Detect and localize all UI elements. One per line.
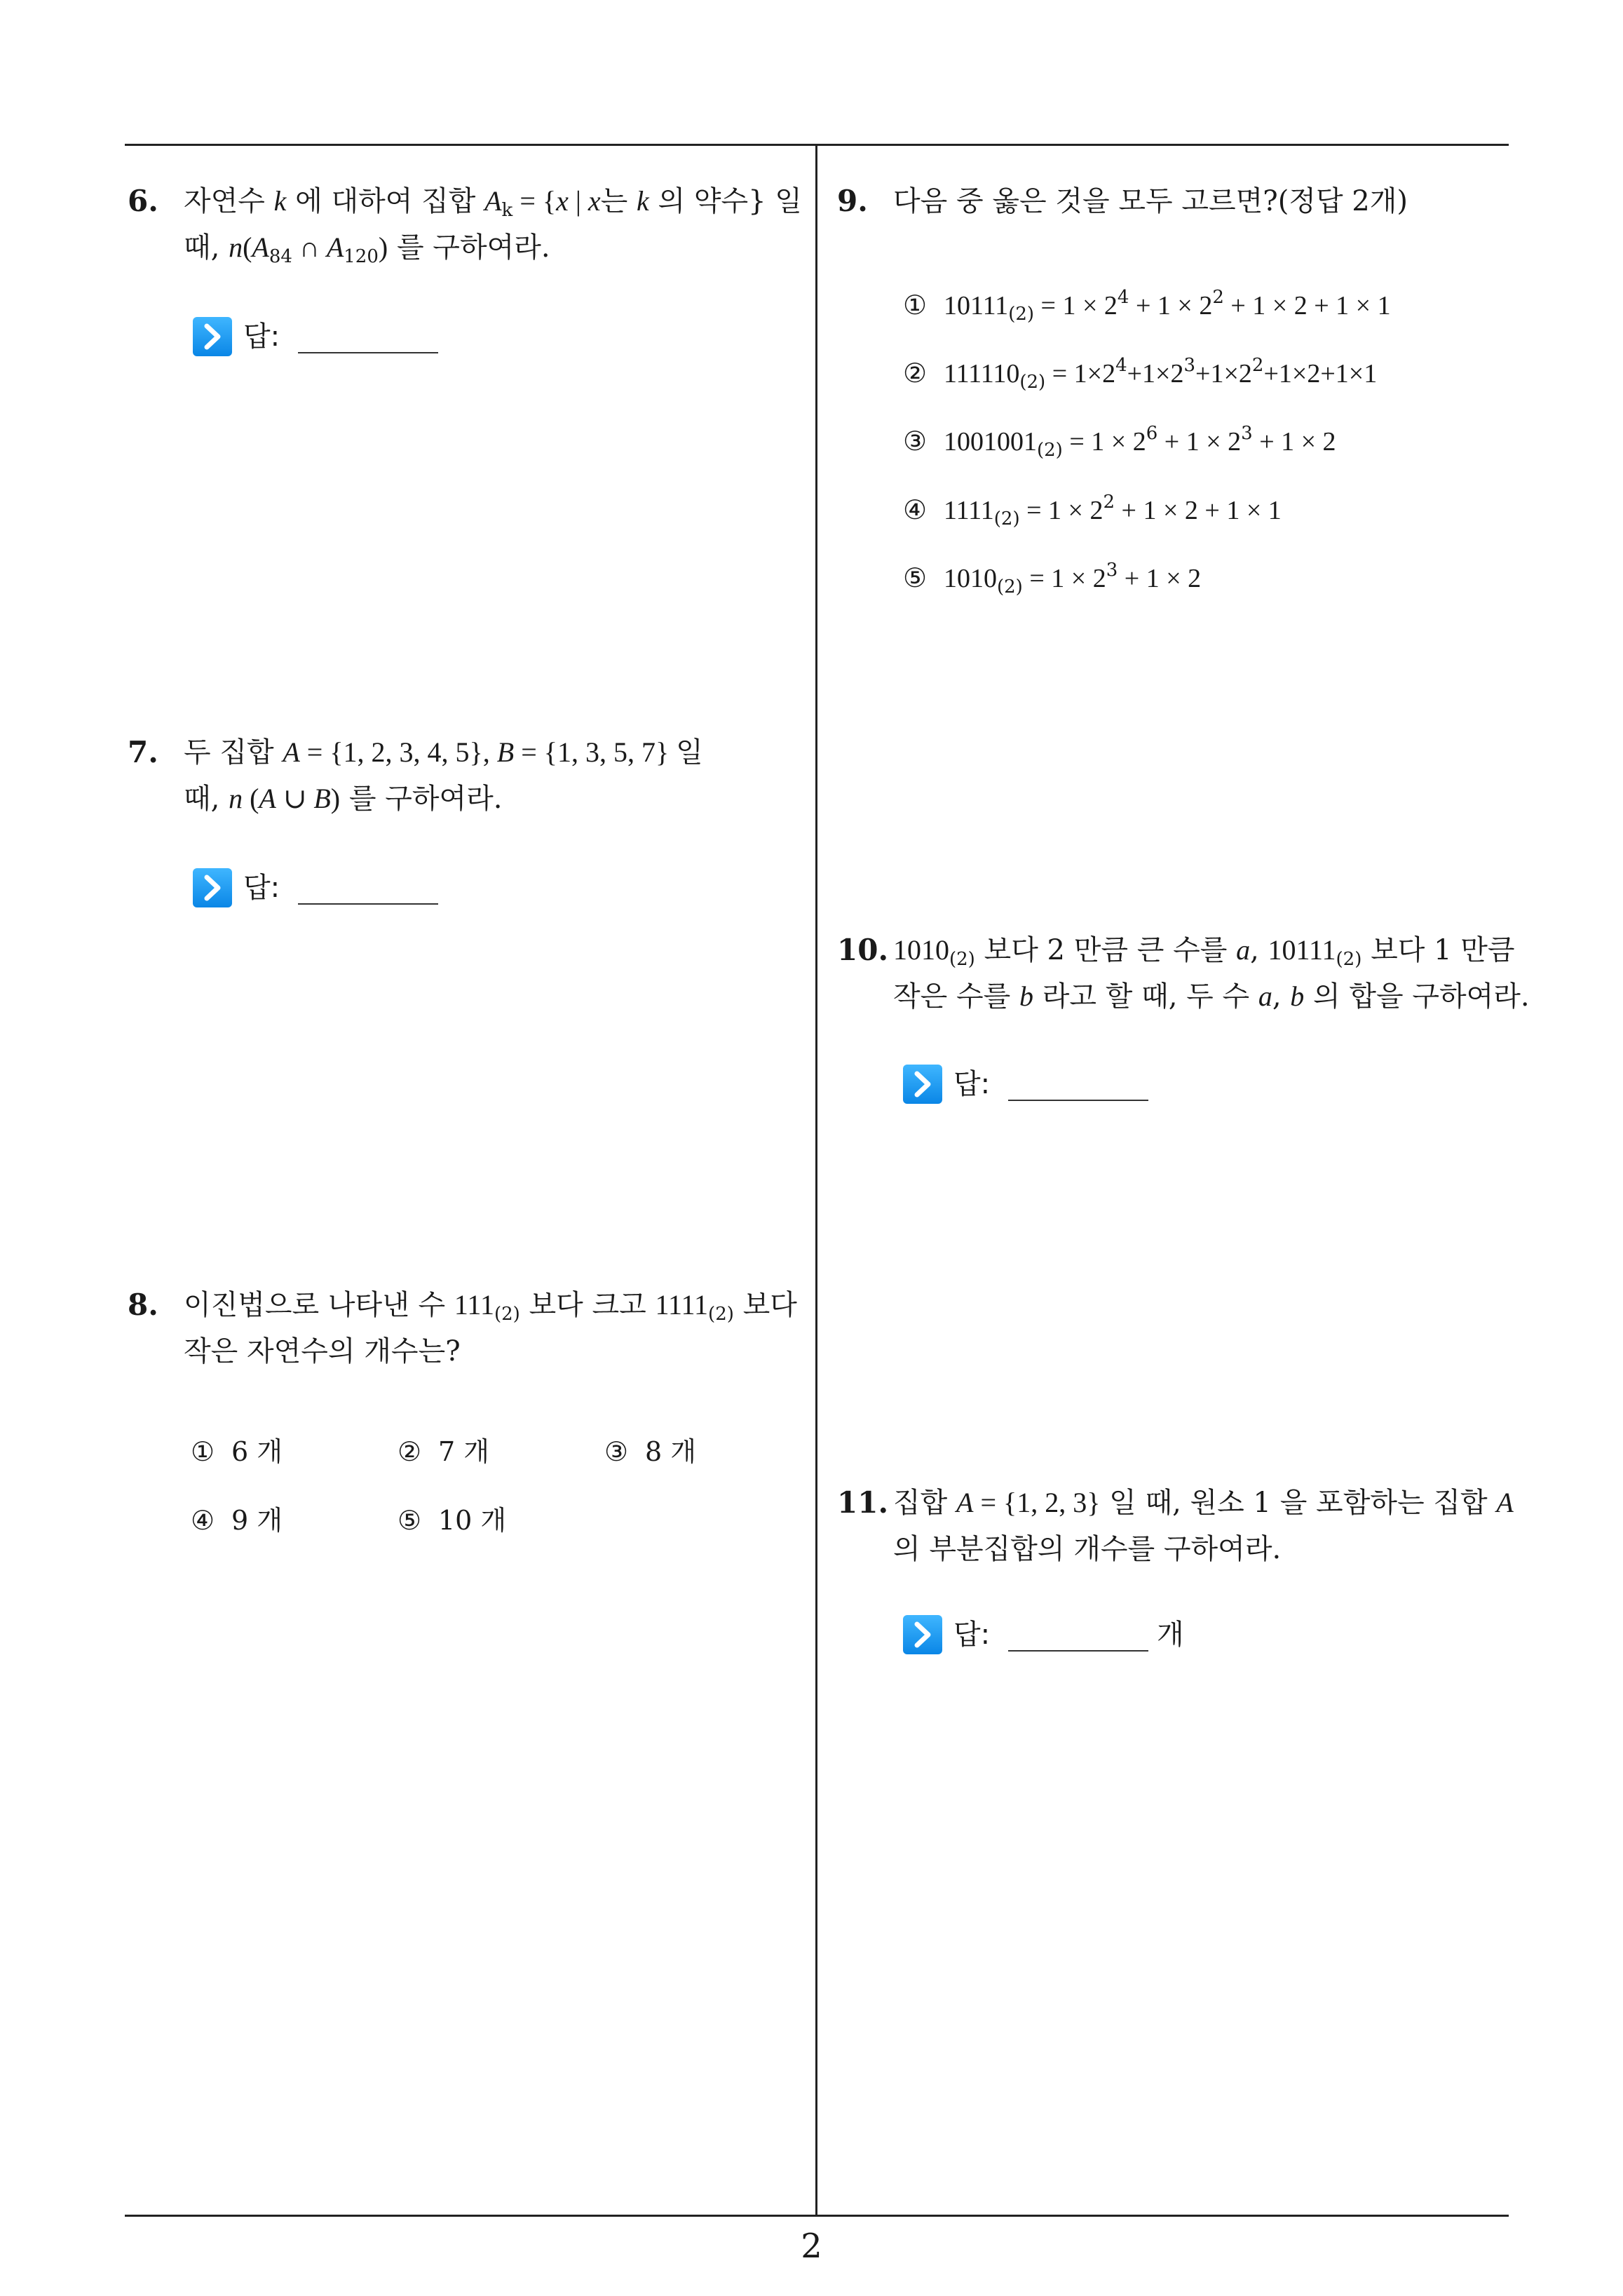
question-8 bbox=[125, 1282, 805, 1380]
chevron-right-icon bbox=[903, 1065, 942, 1104]
question-number: 9. bbox=[837, 184, 868, 218]
option-3[interactable]: ③ $1001001_{(2)} = 1 \times 2^6 + 1 \times 2^3 + 1 \times 2$ bbox=[903, 423, 1336, 461]
option-4[interactable]: ④ 9 개 bbox=[191, 1505, 283, 1536]
question-line: 이진법으로 나타낸 수 $111_{(2)}$ 보다 크고 $1111_{(2)}$ 보다 bbox=[184, 1289, 797, 1325]
question-line: 두 집합 A = {1, 2, 3, 4, 5}, B = {1, 3, 5, 7} 일 bbox=[184, 736, 703, 769]
question-number: 7. bbox=[128, 735, 158, 769]
question-line: 때, $n(A_{84}$ ∩ $A_{120}$) 를 구하여라. bbox=[184, 231, 550, 267]
question-text bbox=[893, 927, 1530, 1020]
answer-label: 답: bbox=[243, 872, 280, 904]
question-10 bbox=[834, 927, 1530, 1025]
option-3[interactable]: ③ 8 개 bbox=[604, 1436, 696, 1467]
option-1[interactable]: ① 6 개 bbox=[191, 1436, 283, 1467]
question-7 bbox=[125, 729, 805, 828]
question-text bbox=[184, 1282, 797, 1375]
option-2[interactable]: ② 7 개 bbox=[398, 1436, 489, 1467]
question-text bbox=[893, 178, 1408, 224]
answer-field-q11[interactable] bbox=[903, 1615, 1225, 1657]
answer-unit: 개 bbox=[1157, 1619, 1184, 1651]
chevron-right-icon bbox=[193, 317, 232, 356]
chevron-right-icon bbox=[193, 868, 232, 907]
option-4[interactable]: ④ $1111_{(2)} = 1 \times 2^2 + 1 \times 2 + 1 \times 1$ bbox=[903, 492, 1282, 529]
question-number: 6. bbox=[128, 184, 158, 218]
question-line: 자연수 k 에 대하여 집합 $A_k = \{x$ | x는 k 의 약수} 일 bbox=[184, 185, 802, 221]
option-5[interactable]: ⑤ $1010_{(2)} = 1 \times 2^3 + 1 \times 2$ bbox=[903, 560, 1202, 597]
question-text bbox=[184, 178, 802, 271]
answer-blank[interactable] bbox=[1008, 1650, 1148, 1652]
question-line: 작은 수를 b 라고 할 때, 두 수 a, b 의 합을 구하여라. bbox=[893, 980, 1530, 1013]
question-number: 11. bbox=[837, 1485, 889, 1520]
column-divider bbox=[815, 145, 817, 2216]
option-2[interactable]: ② $111110_{(2)} = 1\times 2^4+1\times 2^3+1\times 2^2+1\times 2+1\times 1$ bbox=[903, 355, 1378, 393]
question-line: 다음 중 옳은 것을 모두 고르면?(정답 2개) bbox=[893, 185, 1408, 217]
bottom-rule bbox=[125, 2215, 1509, 2217]
question-number: 8. bbox=[128, 1288, 158, 1322]
answer-label: 답: bbox=[243, 320, 280, 353]
answer-label: 답: bbox=[953, 1619, 991, 1651]
question-text bbox=[184, 729, 703, 822]
option-1[interactable]: ① $10111_{(2)} = 1 \times 2^4 + 1 \times 2^2 + 1 \times 2 + 1 \times 1$ bbox=[903, 287, 1391, 325]
question-line: 집합 A = {1, 2, 3} 일 때, 원소 1 을 포함하는 집합 A bbox=[893, 1487, 1514, 1519]
question-9 bbox=[834, 178, 1514, 227]
question-line: 의 부분집합의 개수를 구하여라. bbox=[893, 1533, 1282, 1565]
question-line: 작은 자연수의 개수는? bbox=[184, 1335, 461, 1368]
chevron-right-icon bbox=[903, 1615, 942, 1654]
answer-field-q10[interactable] bbox=[903, 1065, 1183, 1107]
answer-label: 답: bbox=[953, 1068, 991, 1100]
question-6 bbox=[125, 178, 805, 267]
answer-field-q7[interactable] bbox=[193, 868, 473, 910]
question-line: 때, n (A ∪ B) 를 구하여라. bbox=[184, 783, 503, 815]
question-line: $1010_{(2)}$ 보다 2 만큼 큰 수를 a, $10111_{(2)}$ 보다 1 만큼 bbox=[893, 934, 1515, 970]
question-11 bbox=[834, 1480, 1514, 1578]
option-5[interactable]: ⑤ 10 개 bbox=[398, 1505, 507, 1536]
answer-blank[interactable] bbox=[1008, 1100, 1148, 1101]
answer-field-q6[interactable] bbox=[193, 317, 473, 359]
answer-blank[interactable] bbox=[298, 903, 438, 905]
question-number: 10. bbox=[837, 933, 889, 967]
page-number: 2 bbox=[801, 2227, 822, 2266]
question-text bbox=[893, 1480, 1514, 1572]
answer-blank[interactable] bbox=[298, 352, 438, 353]
